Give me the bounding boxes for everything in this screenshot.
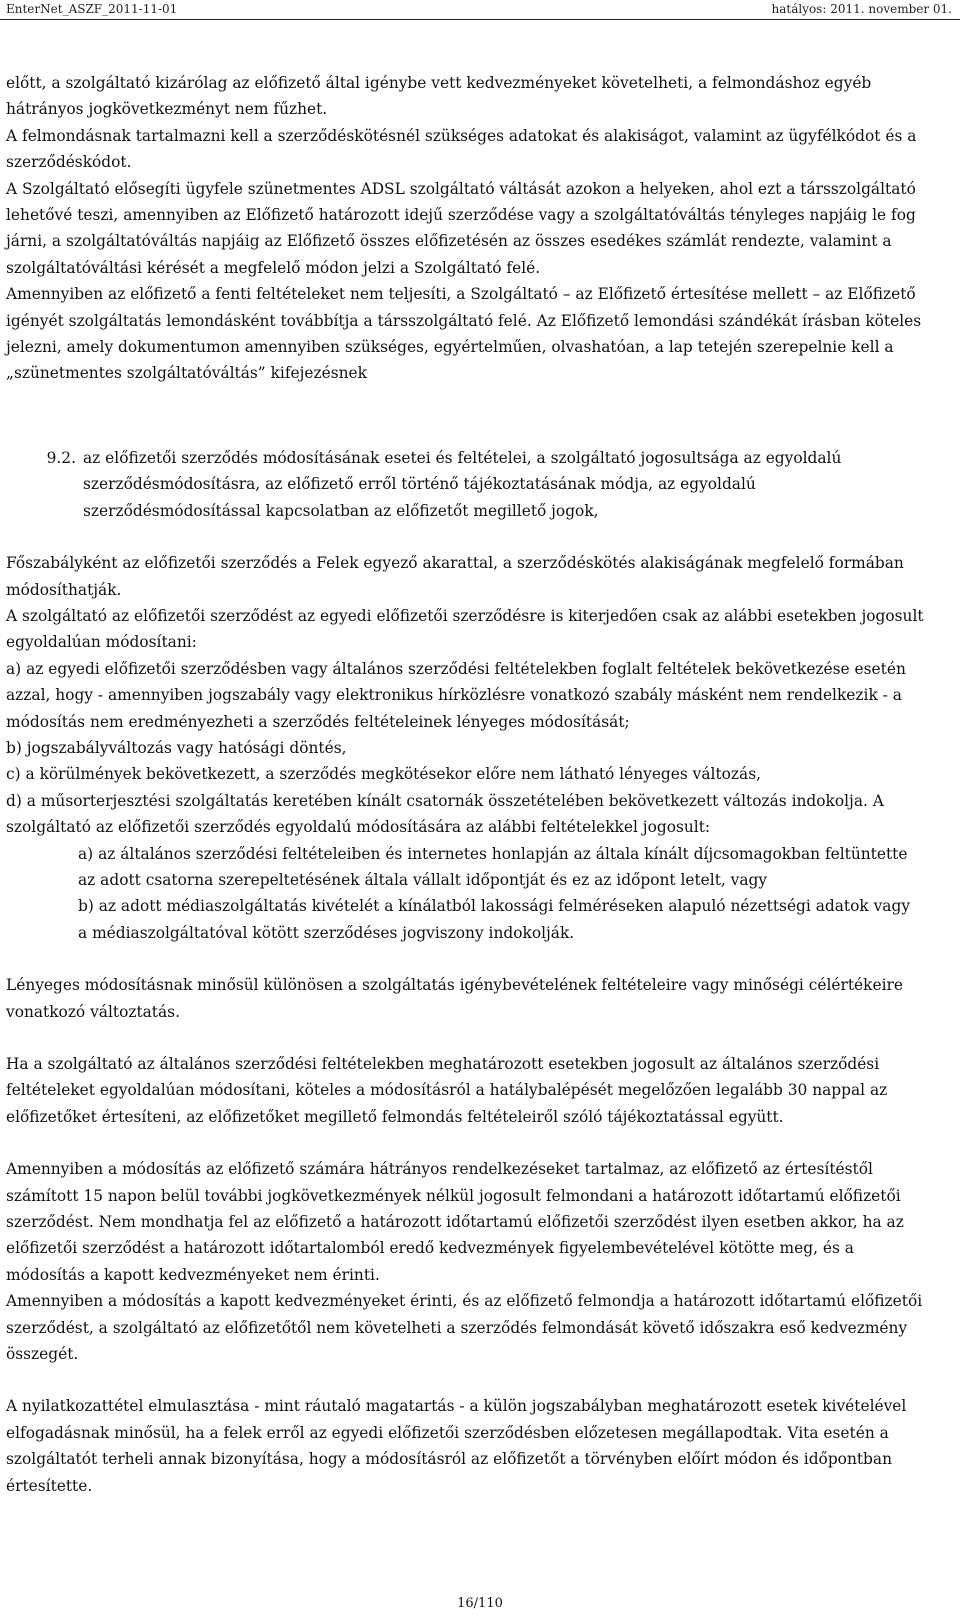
paragraph: A Szolgáltató elősegíti ügyfele szünetmentes ADSL szolgáltató váltását azokon a helyeken, ahol ezt a társszolgáltató lehetővé teszi, amennyiben az Előfizető határozott idejű szerződése vagy a szolgáltatóváltás tényleges napjáig le fog járni, a szolgáltatóváltás napjáig az Előfizető összes előfizetésén az összes esedékes számlát rendezte, valamint a szolgáltatóváltási kérését a megfelelő módon jelzi a Szolgáltató felé. [6,179,916,277]
header-effective-date: hatályos: 2011. november 01. [771,2,952,16]
spacer [6,387,924,413]
paragraph: Amennyiben a módosítás a kapott kedvezményeket érinti, és az előfizető felmondja a határozott időtartamú előfizetői szerződést, a szolgáltató az előfizetőtől nem követelheti a szerződés felmondását követő időszakra eső kedvezmény összegét. [6,1292,923,1364]
section-heading: az előfizetői szerződés módosításának esetei és feltételei, a szolgáltató jogosultsága az egyoldalú szerződésmódosításra, az előfizető erről történő tájékoztatásának módja, az egyoldalú szerződésmódosítással kapcsolatban az előfizetőt megillető jogok, [83,448,842,520]
sub-list-item: b) az adott médiaszolgáltatás kivételét a kínálatból lakossági felméréseken alapuló nézettségi adatok vagy a médiaszolgáltatóval kötött szerződéses jogviszony indokolják. [78,897,911,942]
page-number: 16/110 [457,1596,503,1611]
spacer [6,946,924,972]
header-divider [0,19,960,20]
header-document-id: EnterNet_ASZF_2011-11-01 [6,2,178,16]
document-body [6,70,924,1499]
list-item: c) a körülmények bekövetkezett, a szerződés megkötésekor előre nem látható lényeges változás, [6,765,761,784]
sub-list-item: a) az általános szerződési feltételeiben és internetes honlapján az általa kínált díjcsomagokban feltüntette az adott csatorna szerepeltetésének általa vállalt időpontját és ez az időpont letelt, vagy [78,844,908,889]
paragraph: A szolgáltató az előfizetői szerződést az egyedi előfizetői szerződésre is kiterjedően csak az alábbi esetekben jogosult egyoldalúan módosítani: [6,606,924,652]
list-item: d) a műsorterjesztési szolgáltatás keretében kínált csatornák összetételében bekövetkezett változás indokolja. A szolgáltató az előfizetői szerződés egyoldalú módosítására az alábbi feltételekkel jogosult: [6,791,884,837]
spacer [6,413,924,439]
paragraph: előtt, a szolgáltató kizárólag az előfizető által igénybe vett kedvezményeket követelheti, a felmondáshoz egyéb hátrányos jogkövetkezményt nem fűzhet. [6,74,872,119]
paragraph: Amennyiben a módosítás az előfizető számára hátrányos rendelkezéseket tartalmaz, az előfizető az értesítéstől számított 15 napon belül további jogkövetkezmények nélkül jogosult felmondani a határozott időtartamú előfizetői szerződést. Nem mondhatja fel az előfizető a határozott időtartamú előfizetői szerződést ilyen esetben akkor, ha az előfizetői szerződést a határozott időtartalomból eredő kedvezmények figyelembevételével kötötte meg, és a módosítás a kapott kedvezményeket nem érinti. [6,1160,904,1284]
spacer [6,524,924,550]
paragraph: Lényeges módosításnak minősül különösen a szolgáltatás igénybevételének feltételeire vagy minőségi célértékeire vonatkozó változtatás. [6,976,903,1021]
spacer [6,1025,924,1051]
section-9-2 [6,445,924,524]
list-item: b) jogszabályváltozás vagy hatósági döntés, [6,738,347,757]
spacer [6,1367,924,1393]
spacer [6,1130,924,1156]
paragraph: Amennyiben az előfizető a fenti feltételeket nem teljesíti, a Szolgáltató – az Előfizető értesítése mellett – az Előfizető igényét szolgáltatás lemondásként továbbítja a társszolgáltató felé. Az Előfizető lemondási szándékát írásban köteles jelezni, amely dokumentumon amennyiben szükséges, egyértelműen, olvashatóan, a lap tetején szerepelnie kell a „szünetmentes szolgáltatóváltás” kifejezésnek [6,285,922,383]
paragraph: A felmondásnak tartalmazni kell a szerződéskötésnél szükséges adatokat és alakiságot, valamint az ügyfélkódot és a szerződéskódot. [6,126,917,172]
list-item: a) az egyedi előfizetői szerződésben vagy általános szerződési feltételekben foglalt feltételek bekövetkezése esetén azzal, hogy - amennyiben jogszabály vagy elektronikus hírközlésre vonatkozó szabály másként nem rendelkezik - a módosítás nem eredményezheti a szerződés feltételeinek lényeges módosítását; [6,659,906,731]
paragraph: A nyilatkozattétel elmulasztása - mint ráutaló magatartás - a külön jogszabályban meghatározott esetek kivételével elfogadásnak minősül, ha a felek erről az egyedi előfizetői szerződésben előzetesen megállapodtak. Vita esetén a szolgáltatót terheli annak bizonyítása, hogy a módosításról az előfizetőt a törvényben előírt módon és időpontban értesítette. [6,1397,907,1495]
section-number: 9.2. [46,448,76,467]
paragraph: Főszabályként az előfizetői szerződés a Felek egyező akarattal, a szerződéskötés alakiságának megfelelő formában módosíthatják. [6,554,904,599]
paragraph: Ha a szolgáltató az általános szerződési feltételekben meghatározott esetekben jogosult az általános szerződési feltételeket egyoldalúan módosítani, köteles a módosításról a hatálybalépését megelőzően legalább 30 nappal az előfizetőket értesíteni, az előfizetőket megillető felmondás feltételeiről szóló tájékoztatással együtt. [6,1055,888,1126]
